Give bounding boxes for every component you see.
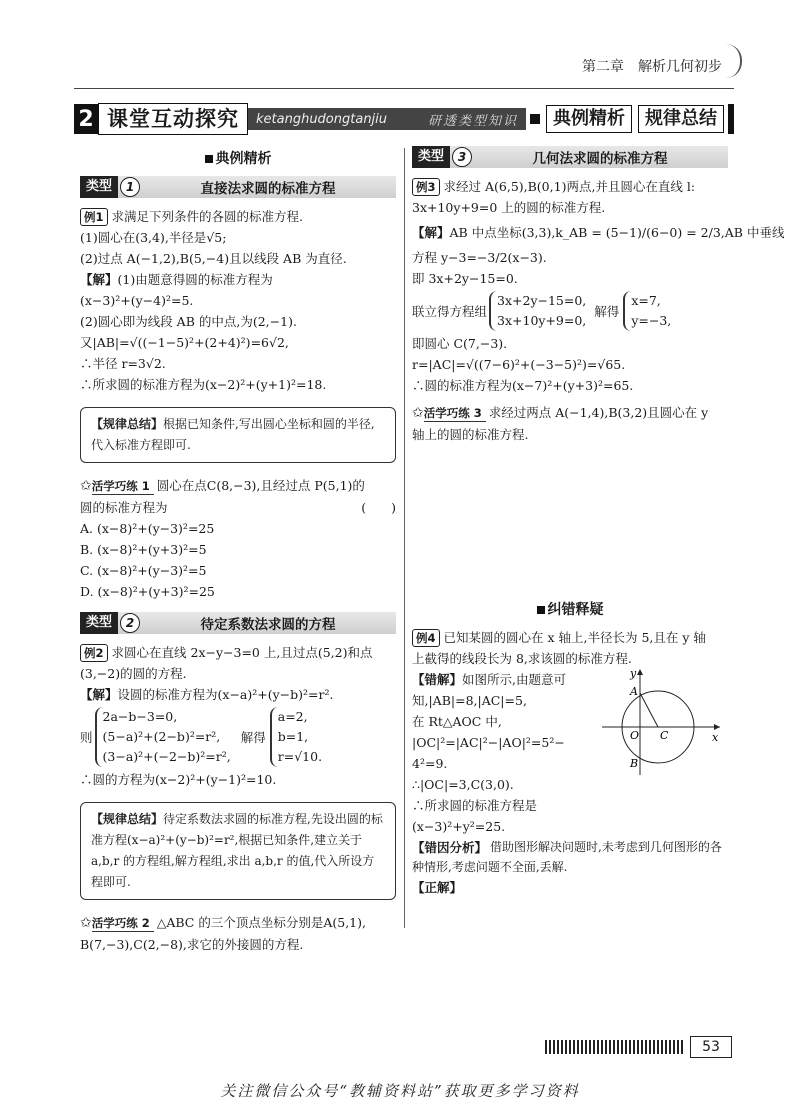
section-heading-2: 纠错释疑 <box>412 599 728 619</box>
blank-space <box>412 445 728 595</box>
banner-title: 课堂互动探究 <box>98 103 248 135</box>
text-line: B(7,−3),C(2,−8),求它的外接圆的方程. <box>80 937 304 952</box>
label-a: A <box>630 685 638 698</box>
solution-line: 【解】设圆的标准方程为(x−a)²+(y−b)²=r². <box>80 687 334 702</box>
system-left: 3x+2y−15=0, 3x+10y+9=0, <box>489 291 586 331</box>
banner-box-2: 规律总结 <box>638 105 724 133</box>
correct-label: 【正解】 <box>412 880 463 895</box>
choice-d: D. (x−8)²+(y+3)²=25 <box>80 584 215 599</box>
text-line: 即圆心 C(7,−3). <box>412 336 508 351</box>
text-line: 又|AB|=√((−1−5)²+(2+4)²)=6√2, <box>80 335 289 350</box>
solution-label: 【解】 <box>412 225 450 240</box>
text-line: r=|AC|=√((7−6)²+(−3−5)²)=√65. <box>412 357 626 372</box>
square-icon <box>537 606 545 614</box>
header-rule <box>74 88 734 89</box>
text-line: (2)过点 A(−1,2),B(5,−4)且以线段 AB 为直径. <box>80 251 347 266</box>
practice-label: 活学巧练 3 <box>424 405 486 422</box>
solution-line: 【解】AB 中点坐标(3,3),k_AB = (5−1)/(6−0) = 2/3,AB 中垂线 <box>412 225 785 240</box>
rule-label: 【规律总结】 <box>91 812 164 826</box>
choices <box>80 518 396 602</box>
rule-summary-box-2 <box>80 802 396 900</box>
type-number: 2 <box>120 613 140 633</box>
text-line: 知,|AB|=8,|AC|=5, <box>412 693 527 708</box>
practice-label: 活学巧练 2 <box>92 915 154 932</box>
star-icon: ✩ <box>80 478 92 494</box>
label-o: O <box>630 729 640 742</box>
type-name: 待定系数法求圆的方程 <box>200 617 336 633</box>
text-line: ∴所求圆的标准方程为(x−2)²+(y+1)²=18. <box>80 377 327 392</box>
type-bar-3 <box>412 146 728 168</box>
text-line: ∴圆的标准方程为(x−7)²+(y+3)²=65. <box>412 378 634 393</box>
footer-note: 关注微信公众号“教辅资料站”获取更多学习资料 <box>220 1082 580 1100</box>
right-column <box>412 144 785 898</box>
solution-line: 【错解】如图所示,由题意可 <box>412 672 566 687</box>
banner-box-1: 典例精析 <box>546 105 632 133</box>
practice-3-question: ✩活学巧练 3 求经过两点 A(−1,4),B(3,2)且圆心在 y <box>412 405 709 421</box>
star-icon: ✩ <box>412 405 424 421</box>
system-result: a=2, b=1, r=√10. <box>270 707 322 767</box>
rule-text: 待定系数法求圆的标准方程,先设出圆的标准方程(x−a)²+(y−b)²=r²,根据已知条件,建立关于 a,b,r 的方程组,解方程组,求出 a,b,r 的值,代入所设方程即可. <box>91 812 383 889</box>
text-line: ∴圆的方程为(x−2)²+(y−1)²=10. <box>80 772 277 787</box>
example-label: 例2 <box>80 644 108 662</box>
label-x: x <box>712 731 719 744</box>
banner-stripe <box>248 108 526 130</box>
banner-pinyin: ketanghudongtanjiu <box>256 111 388 127</box>
type-tag: 类型 <box>412 146 450 168</box>
banner-number: 2 <box>74 104 98 134</box>
type-bar-1 <box>80 176 396 198</box>
label-b: B <box>630 757 639 770</box>
type-tag: 类型 <box>80 612 118 634</box>
system-left: 2a−b−3=0, (5−a)²+(2−b)²=r², (3−a)²+(−2−b)²=r², <box>95 707 231 767</box>
example-1-question: 例1 求满足下列条件的各圆的标准方程. <box>80 206 396 227</box>
section-heading: 典例精析 <box>80 148 396 168</box>
rule-label: 【规律总结】 <box>91 417 164 431</box>
section-banner <box>74 104 734 134</box>
solution-label: 【解】 <box>80 272 118 287</box>
error-label: 【错因分析】 <box>412 840 488 855</box>
solution-label: 【解】 <box>80 687 118 702</box>
page-number: 53 <box>690 1036 732 1058</box>
example-label: 例1 <box>80 208 108 226</box>
star-icon: ✩ <box>80 915 92 931</box>
text-line: 3x+10y+9=0 上的圆的标准方程. <box>412 200 606 215</box>
type-tag: 类型 <box>80 176 118 198</box>
banner-slogan: 研透类型知识 <box>427 113 518 129</box>
practice-label: 活学巧练 1 <box>92 478 154 495</box>
square-icon <box>530 114 540 124</box>
label-c: C <box>660 729 669 742</box>
example-3-question: 例3 求经过 A(6,5),B(0,1)两点,并且圆心在直线 l: <box>412 176 728 197</box>
banner-endbar <box>728 104 734 134</box>
square-icon <box>205 155 213 163</box>
left-column <box>80 144 396 955</box>
solution-line: 【解】(1)由题意得圆的标准方程为 <box>80 272 273 287</box>
footer-stripe <box>545 1040 685 1054</box>
example-2-question: 例2 求圆心在直线 2x−y−3=0 上,且过点(5,2)和点 <box>80 642 396 663</box>
text-line: 在 Rt△AOC 中, <box>412 714 502 729</box>
text-line: 4²=9. <box>412 756 448 771</box>
answer-paren: ( ) <box>361 500 396 515</box>
circle-diagram <box>602 667 722 777</box>
text-line: (x−3)²+(y−4)²=5. <box>80 293 194 308</box>
text-line: ∴|OC|=3,C(3,0). <box>412 777 514 792</box>
example-label: 例3 <box>412 178 440 196</box>
text-line: 轴上的圆的标准方程. <box>412 427 529 442</box>
text-line: (2)圆心即为线段 AB 的中点,为(2,−1). <box>80 314 297 329</box>
text-line: (x−3)²+y²=25. <box>412 819 506 834</box>
type-name: 几何法求圆的标准方程 <box>532 151 668 167</box>
choice-a: A. (x−8)²+(y−3)²=25 <box>80 521 215 536</box>
example-4-question: 例4 已知某圆的圆心在 x 轴上,半径长为 5,且在 y 轴 <box>412 627 728 648</box>
rule-summary-box-1 <box>80 407 396 463</box>
practice-2-question: ✩活学巧练 2 △ABC 的三个顶点坐标分别是A(5,1), <box>80 915 366 931</box>
text-line: 即 3x+2y−15=0. <box>412 271 518 286</box>
wrong-solution <box>412 669 728 837</box>
type-name: 直接法求圆的标准方程 <box>200 181 336 197</box>
practice-1-question: ✩活学巧练 1 圆心在点C(8,−3),且经过点 P(5,1)的 <box>80 478 365 494</box>
label-y: y <box>630 667 637 680</box>
text-line: ∴所求圆的标准方程是 <box>412 798 538 813</box>
equation-system: 联立得方程组 3x+2y−15=0, 3x+10y+9=0, 解得 x=7, y=−3, <box>412 291 728 331</box>
type-number: 1 <box>120 177 140 197</box>
type-number: 3 <box>452 147 472 167</box>
text-line: ∴半径 r=3√2. <box>80 356 166 371</box>
chapter-header: 第二章 解析几何初步 <box>582 59 722 75</box>
chapter-bracket <box>726 44 742 78</box>
radius-ac <box>640 693 658 727</box>
choice-b: B. (x−8)²+(y+3)²=5 <box>80 542 207 557</box>
y-axis-arrow <box>637 669 643 675</box>
column-divider <box>404 148 405 928</box>
text-line: 方程 y−3=−3/2(x−3). <box>412 250 547 265</box>
text-line: (3,−2)的圆的方程. <box>80 666 187 681</box>
type-bar-2 <box>80 612 396 634</box>
rule-text: 根据已知条件,写出圆心坐标和圆的半径,代入标准方程即可. <box>91 417 375 452</box>
text-line: (1)圆心在(3,4),半径是√5; <box>80 230 227 245</box>
error-analysis-text: 借助图形解决问题时,未考虑到几何图形的各种情形,考虑问题不全面,丢解. <box>412 840 722 874</box>
correct-solution <box>412 877 728 898</box>
x-axis-arrow <box>714 724 720 730</box>
wrong-label: 【错解】 <box>412 672 463 687</box>
text-line: 圆的标准方程为 ( ) <box>80 497 396 518</box>
choice-c: C. (x−8)²+(y−3)²=5 <box>80 563 207 578</box>
system-result: x=7, y=−3, <box>623 291 671 331</box>
equation-system: 则 2a−b−3=0, (5−a)²+(2−b)²=r², (3−a)²+(−2−b)²=r², 解得 a=2, b=1, r=√10. <box>80 707 396 767</box>
text-line: |OC|²=|AC|²−|AO|²=5²− <box>412 735 565 750</box>
text-line: 上截得的线段长为 8,求该圆的标准方程. <box>412 651 632 666</box>
example-label: 例4 <box>412 629 440 647</box>
